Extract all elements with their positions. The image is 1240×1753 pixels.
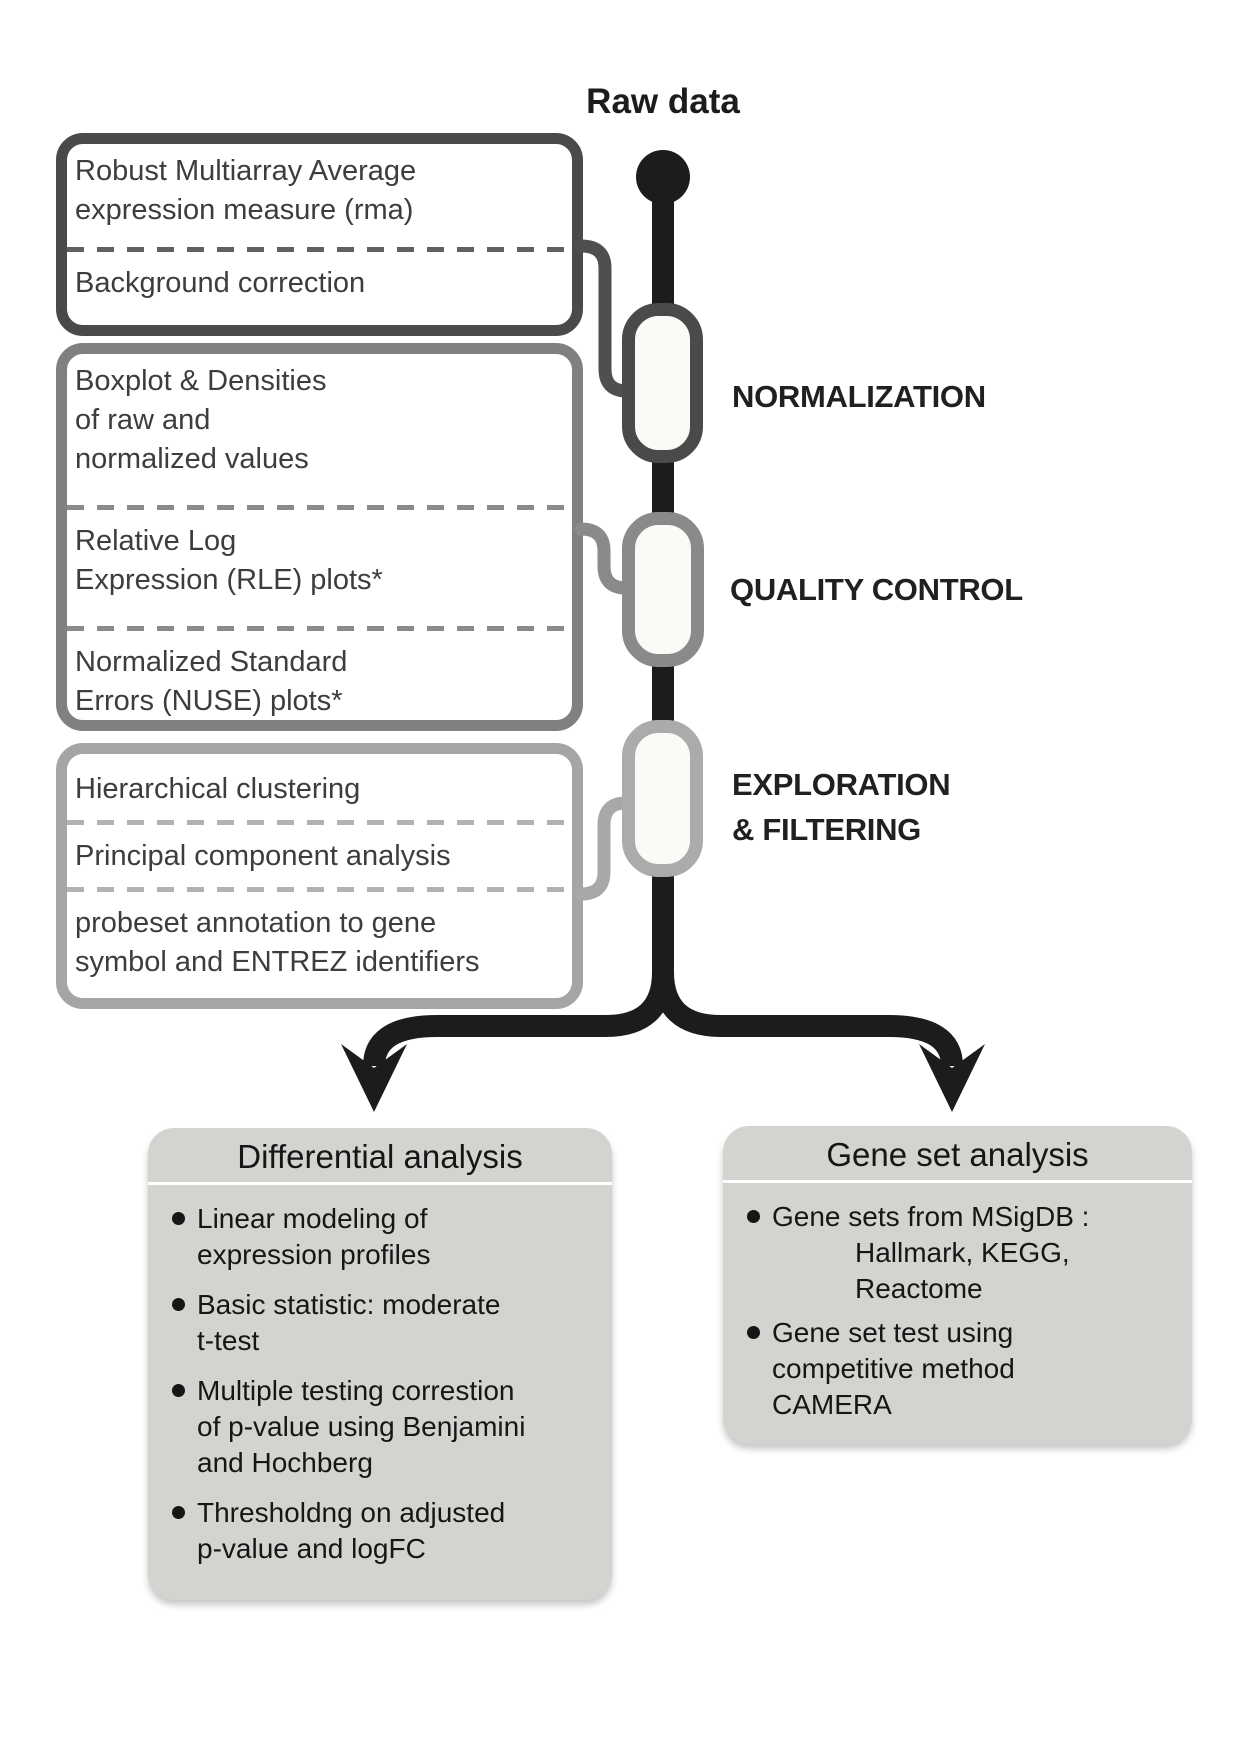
box-text-line: Errors (NUSE) plots* (75, 685, 343, 717)
bullet-line: CAMERA (772, 1389, 892, 1420)
stage-label-line: & FILTERING (732, 812, 921, 847)
dashed-divider (67, 626, 572, 631)
bullet-line: p-value and logFC (197, 1533, 426, 1564)
stage-box-normalization (56, 133, 583, 336)
box-text-line: of raw and (75, 404, 211, 436)
differential-analysis-box (148, 1128, 612, 1600)
bullet-line: Gene set test using (772, 1317, 1014, 1348)
connector-normalization (581, 246, 637, 391)
fork-right-arm (663, 950, 952, 1066)
box-section (67, 643, 572, 721)
bullet-line: Reactome (855, 1273, 983, 1304)
bullet-dot-icon (747, 1326, 760, 1339)
bullet-line: Multiple testing correstion (197, 1375, 515, 1406)
box-text-line: symbol and ENTREZ identifiers (75, 946, 480, 978)
bullet-dot-icon (172, 1212, 185, 1225)
dashed-divider (67, 505, 572, 510)
bullet-item (170, 1201, 604, 1273)
bullet-line: t-test (197, 1325, 260, 1356)
bullet-line: of p-value using Benjamini (197, 1411, 526, 1442)
stage-label-quality-control (730, 567, 1023, 612)
bullet-line: Gene sets from MSigDB : (772, 1201, 1090, 1232)
box-text-line: normalized values (75, 443, 309, 475)
stage-label-exploration-filtering (732, 762, 950, 852)
quality-control-node (629, 519, 698, 661)
stage-label-line: QUALITY CONTROL (730, 572, 1023, 607)
box-text-line: Expression (RLE) plots* (75, 564, 383, 596)
bullet-line: Basic statistic: moderate (197, 1289, 501, 1320)
box-section (67, 354, 572, 479)
box-text-line: probeset annotation to gene (75, 907, 437, 939)
gene-set-analysis-box (723, 1126, 1192, 1444)
bullet-item (745, 1315, 1184, 1423)
raw-data-label: Raw data (586, 82, 740, 121)
box-text-line: expression measure (rma) (75, 194, 414, 226)
bullet-line: Linear modeling of (197, 1203, 428, 1234)
stage-box-quality-control (56, 343, 583, 731)
bullet-dot-icon (172, 1298, 185, 1311)
box-section (67, 144, 572, 230)
box-text-line: Boxplot & Densities (75, 365, 327, 397)
raw-data-start-node (636, 150, 690, 204)
stage-box-exploration (56, 743, 583, 1009)
box-section (67, 754, 572, 809)
arrowhead-left-icon (341, 1044, 407, 1112)
box-text-line: Principal component analysis (75, 840, 451, 872)
dashed-divider (67, 887, 572, 892)
bullet-line: Hallmark, KEGG, (855, 1237, 1070, 1268)
bullet-item (170, 1495, 604, 1567)
box-text-line: Robust Multiarray Average (75, 155, 417, 187)
connector-quality-control (581, 529, 637, 588)
bullet-dot-icon (747, 1210, 760, 1223)
stage-label-line: NORMALIZATION (732, 379, 986, 414)
box-text-line: Background correction (75, 267, 366, 299)
box-section (67, 904, 572, 982)
exploration-node (629, 727, 697, 871)
bullet-line: and Hochberg (197, 1447, 373, 1478)
box-text-line: Hierarchical clustering (75, 773, 361, 805)
connector-exploration (581, 803, 637, 894)
box-section (67, 264, 572, 303)
bullet-list (723, 1183, 1192, 1423)
box-section (67, 837, 572, 876)
box-text-line: Relative Log (75, 525, 237, 557)
dashed-divider (67, 247, 572, 252)
gene-set-analysis-title: Gene set analysis (723, 1126, 1192, 1183)
bullet-item (170, 1287, 604, 1359)
bullet-dot-icon (172, 1384, 185, 1397)
bullet-line: expression profiles (197, 1239, 431, 1270)
box-text-line: Normalized Standard (75, 646, 348, 678)
differential-analysis-title: Differential analysis (148, 1128, 612, 1185)
normalization-node (629, 310, 697, 457)
box-section (67, 522, 572, 600)
dashed-divider (67, 820, 572, 825)
bullet-item (745, 1199, 1184, 1307)
bullet-line: competitive method (772, 1353, 1015, 1384)
bullet-item (170, 1373, 604, 1481)
bullet-dot-icon (172, 1506, 185, 1519)
bullet-line: Thresholdng on adjusted (197, 1497, 506, 1528)
arrowhead-right-icon (919, 1044, 985, 1112)
stage-label-normalization (732, 374, 986, 419)
bullet-list (148, 1185, 612, 1567)
stage-label-line: EXPLORATION (732, 767, 951, 802)
